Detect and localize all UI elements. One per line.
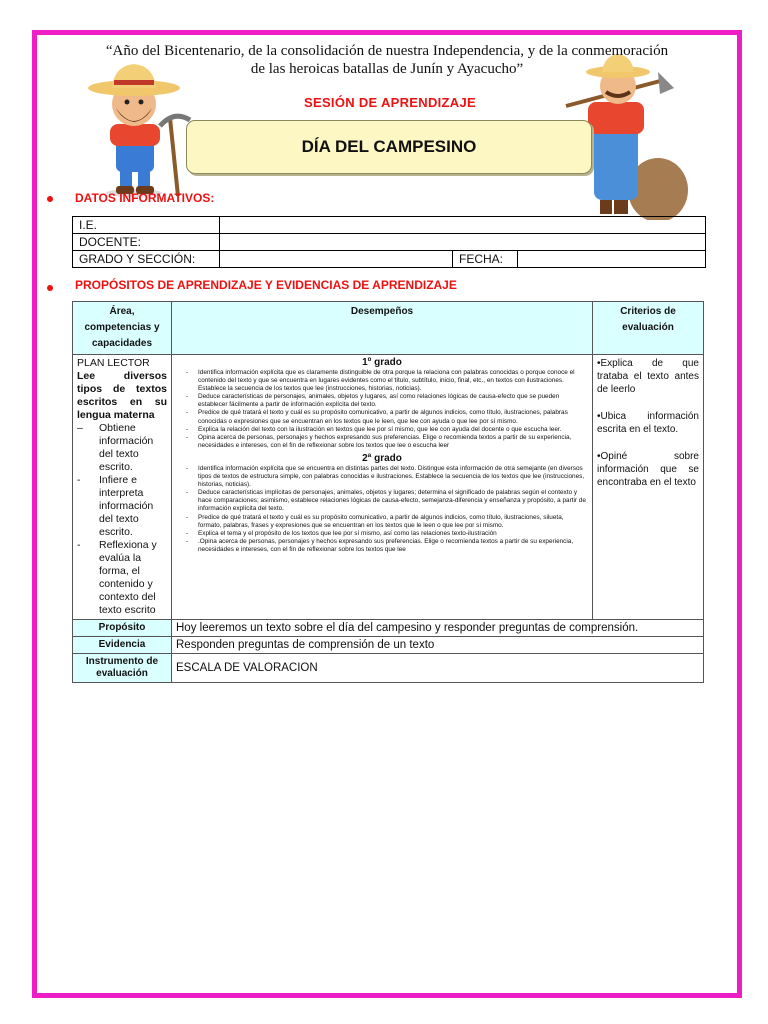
evidencia-label: Evidencia: [73, 637, 172, 654]
desempeno-item: - Identifica información explícita que es claramente distinguible de otra porque la relaciona con palabras conocidas o porque conoce el contenido del texto y que se encuentra en lugares evidentes como el título, subtítulo, inicio, final, etc., en textos con ilustraciones. Establece la secuencia de los textos que lee (instrucciones, historias, noticias).: [185, 369, 575, 393]
desempeno-item: - Identifica información explícita que se encuentra en distintas partes del texto. Distingue esta información de otra semejante (en diversos tipos de textos de estructura simple, con palabras conocidas e ilustraciones. Establece la secuencia de los textos que lee (instrucciones, historias, noticias).: [185, 464, 585, 489]
instrumento-label: Instrumento de evaluación: [73, 654, 172, 683]
grade-1-heading: 1º grado: [362, 357, 402, 368]
desempenos-cell: [172, 355, 593, 620]
ie-value[interactable]: [220, 217, 706, 234]
area-cell: [73, 355, 172, 620]
criterios-cell: [593, 355, 704, 620]
plan-lector: PLAN LECTOR: [77, 357, 150, 369]
info-table: [72, 216, 706, 268]
motto-line-1: “Año del Bicentenario, de la consolidación de nuestra Independencia, y de la conmemoración: [105, 43, 669, 59]
desempeno-item: - Predice de qué tratará el texto y cuál es su propósito comunicativo, a partir de algunos indicios, como título, ilustraciones, silueta, formato, palabras, frases y expresiones que se encuentran en los textos que le leen o que lee por sí mismo.: [185, 513, 564, 529]
desempeno-item: - Deduce características implícitas de personajes, animales, objetos y lugares; determina el significado de palabras según el contexto y hace comparaciones; asimismo, establece relaciones lógicas de causa-efecto, semejanza-diferencia y enseñanza y propósito, a partir de información explícita del texto.: [185, 489, 586, 513]
desempeno-item: - .Opina acerca de personas, personajes y hechos expresando sus preferencias. Elige o recomienda textos a partir de su experiencia, necesidades e intereses, con el fin de reflexionar sobre los textos que lee: [185, 537, 574, 553]
proposito-label: Propósito: [73, 620, 172, 637]
header-area: Área, competencias y capacidades: [73, 302, 172, 355]
bullet-icon: [47, 196, 53, 202]
criterio-item: •Explica de que trataba el texto antes de leerlo: [597, 358, 699, 395]
grado-value[interactable]: [220, 251, 453, 268]
desempeno-item: - Opina acerca de personas, personajes y hechos expresando sus preferencias. Elige o recomienda textos a partir de su experiencia, necesidades e intereses, con el fin de reflexionar sobre los textos que lee o escucha leer: [185, 433, 572, 449]
fecha-value[interactable]: [518, 251, 706, 268]
desempeno-item: - Predice de qué tratará el texto y cuál es su propósito comunicativo, a partir de algunos indicios, como título, ilustraciones, palabras conocidas o expresiones que se encuentran en los textos que le leen, que lee con ayuda o que lee por sí mismo.: [185, 409, 568, 425]
capacidad-item: - Infiere e interpreta información del texto escrito.: [77, 474, 154, 538]
page-title: DÍA DEL CAMPESINO: [301, 137, 477, 156]
docente-value[interactable]: [220, 234, 706, 251]
fecha-label: FECHA:: [453, 251, 518, 268]
official-year-motto: [92, 42, 682, 78]
ie-label: I.E.: [73, 217, 220, 234]
capacidad-item: - Reflexiona y evalúa la forma, el contenido y contexto del texto escrito: [77, 539, 157, 616]
docente-label: DOCENTE:: [73, 234, 220, 251]
criterio-item: •Ubica información escrita en el texto.: [597, 411, 699, 435]
grade-2-heading: 2ª grado: [362, 452, 402, 464]
header-desempenos: Desempeños: [172, 302, 593, 355]
learning-table: [72, 301, 704, 683]
criterio-item: •Opiné sobre información que se encontraba en el texto: [597, 451, 699, 488]
desempeno-item: - Explica la relación del texto con la ilustración en textos que lee por sí mismo, que lee con ayuda del docente o que escucha leer.: [185, 425, 562, 433]
desempeno-item: - Deduce características de personajes, animales, objetos y lugares, así como relaciones lógicas de causa-efecto que se pueden establecer fácilmente a partir de información explícita del texto.: [185, 393, 560, 409]
bullet-icon: [47, 285, 53, 291]
capacidad-item: – Obtiene información del texto escrito.: [77, 422, 154, 473]
section-datos-informativos: DATOS INFORMATIVOS:: [75, 191, 215, 205]
evidencia-value: Responden preguntas de comprensión de un texto: [172, 637, 704, 654]
session-heading: SESIÓN DE APRENDIZAJE: [304, 95, 476, 110]
grado-label: GRADO Y SECCIÓN:: [73, 251, 220, 268]
motto-line-2: de las heroicas batallas de Junín y Ayacucho”: [250, 61, 524, 77]
desempeno-item: - Explica el tema y el propósito de los textos que lee por sí mismo, así como las relaciones texto-ilustración: [185, 529, 497, 537]
instrumento-value: ESCALA DE VALORACION: [172, 654, 704, 683]
title-box: [186, 120, 592, 174]
section-propositos: PROPÓSITOS DE APRENDIZAJE Y EVIDENCIAS DE APRENDIZAJE: [75, 278, 457, 292]
header-criterios: Criterios de evaluación: [593, 302, 704, 355]
proposito-value: Hoy leeremos un texto sobre el día del campesino y responder preguntas de comprensión.: [172, 620, 704, 637]
competencia: Lee diversos tipos de textos escritos en su lengua materna: [77, 370, 167, 421]
